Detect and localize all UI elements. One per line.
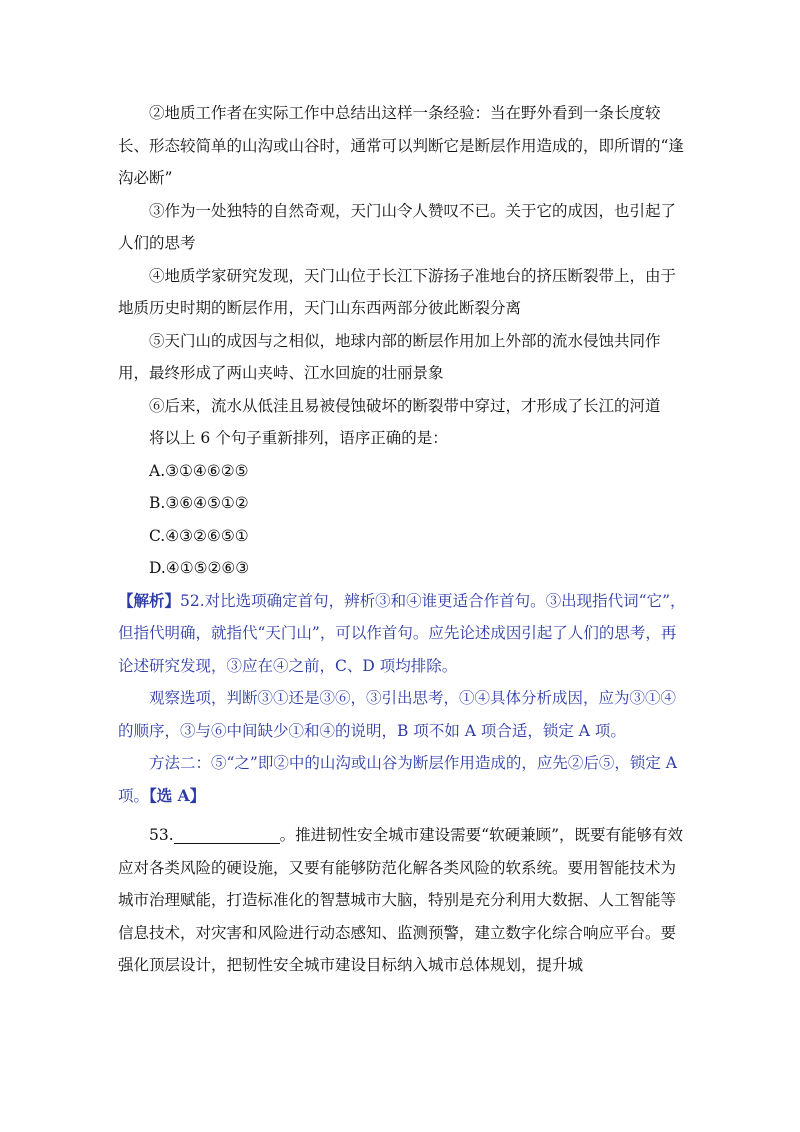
sentence-6: ⑥后来，流水从低洼且易被侵蚀破坏的断裂带中穿过，才形成了长江的河道 <box>149 396 661 415</box>
analysis-section <box>118 585 686 813</box>
sentence-2: ②地质工作者在实际工作中总结出这样一条经验：当在野外看到一条长度较长、形态较简单的山沟或山谷时，通常可以判断它是断层作用造成的，即所谓的“逢沟必断” <box>118 104 684 187</box>
sentence-4: ④地质学家研究发现，天门山位于长江下游扬子准地台的挤压断裂带上，由于地质历史时期的断层作用，天门山东西两部分彼此断裂分离 <box>118 266 677 317</box>
answer-tag: 【选 A】 <box>149 785 206 805</box>
analysis-paragraph-3 <box>118 747 686 812</box>
analysis-text-1: 52.对比选项确定首句，辨析③和④谁更适合作首句。③出现指代词“它”，但指代明确，就指代“天门山”，可以作首句。应先论述成因引起了人们的思考，再论述研究发现，③应在④之前，C、D 项均排除。 <box>118 591 686 675</box>
sentence-5: ⑤天门山的成因与之相似，地球内部的断层作用加上外部的流水侵蚀共同作用，最终形成了两山夹峙、江水回旋的壮丽景象 <box>118 331 661 382</box>
question-53 <box>118 819 686 982</box>
question-53-text <box>118 819 686 982</box>
answer-blank[interactable] <box>174 823 280 844</box>
option-a: A.③①④⑥②⑤ <box>149 461 249 480</box>
question-53-body: 。推进韧性安全城市建设需要“软硬兼顾”，既要有能够有效应对各类风险的硬设施，又要有能够防范化解各类风险的软系统。要用智能技术为城市治理赋能，打造标准化的智慧城市大脑，特别是充分利用大数据、人工智能等信息技术，对灾害和风险进行动态感知、监测预警，建立数字化综合响应平台。要强化顶层设计，把韧性安全城市建设目标纳入城市总体规划，提升城 <box>118 826 684 974</box>
option-c: C.④③②⑥⑤① <box>149 526 249 545</box>
analysis-paragraph-2: 观察选项，判断③①还是③⑥，③引出思考，①④具体分析成因，应为③①④的顺序，③与⑥中间缺少①和④的说明，B 项不如 A 项合适，锁定 A 项。 <box>118 689 677 740</box>
question-53-number: 53. <box>149 826 174 844</box>
sentence-3: ③作为一处独特的自然奇观，天门山令人赞叹不已。关于它的成因，也引起了人们的思考 <box>118 201 677 252</box>
option-d: D.④①⑤②⑥③ <box>149 559 250 577</box>
question-52 <box>118 97 686 812</box>
analysis-tag: 【解析】 <box>118 590 181 610</box>
analysis-paragraph-1 <box>118 585 686 683</box>
analysis-text-3: 方法二：⑤“之”即②中的山沟或山谷为断层作用造成的，应先②后⑤，锁定 A 项。 <box>118 754 677 805</box>
question-prompt: 将以上 6 个句子重新排列，语序正确的是： <box>149 429 448 447</box>
option-b: B.③⑥④⑤①② <box>149 494 249 512</box>
